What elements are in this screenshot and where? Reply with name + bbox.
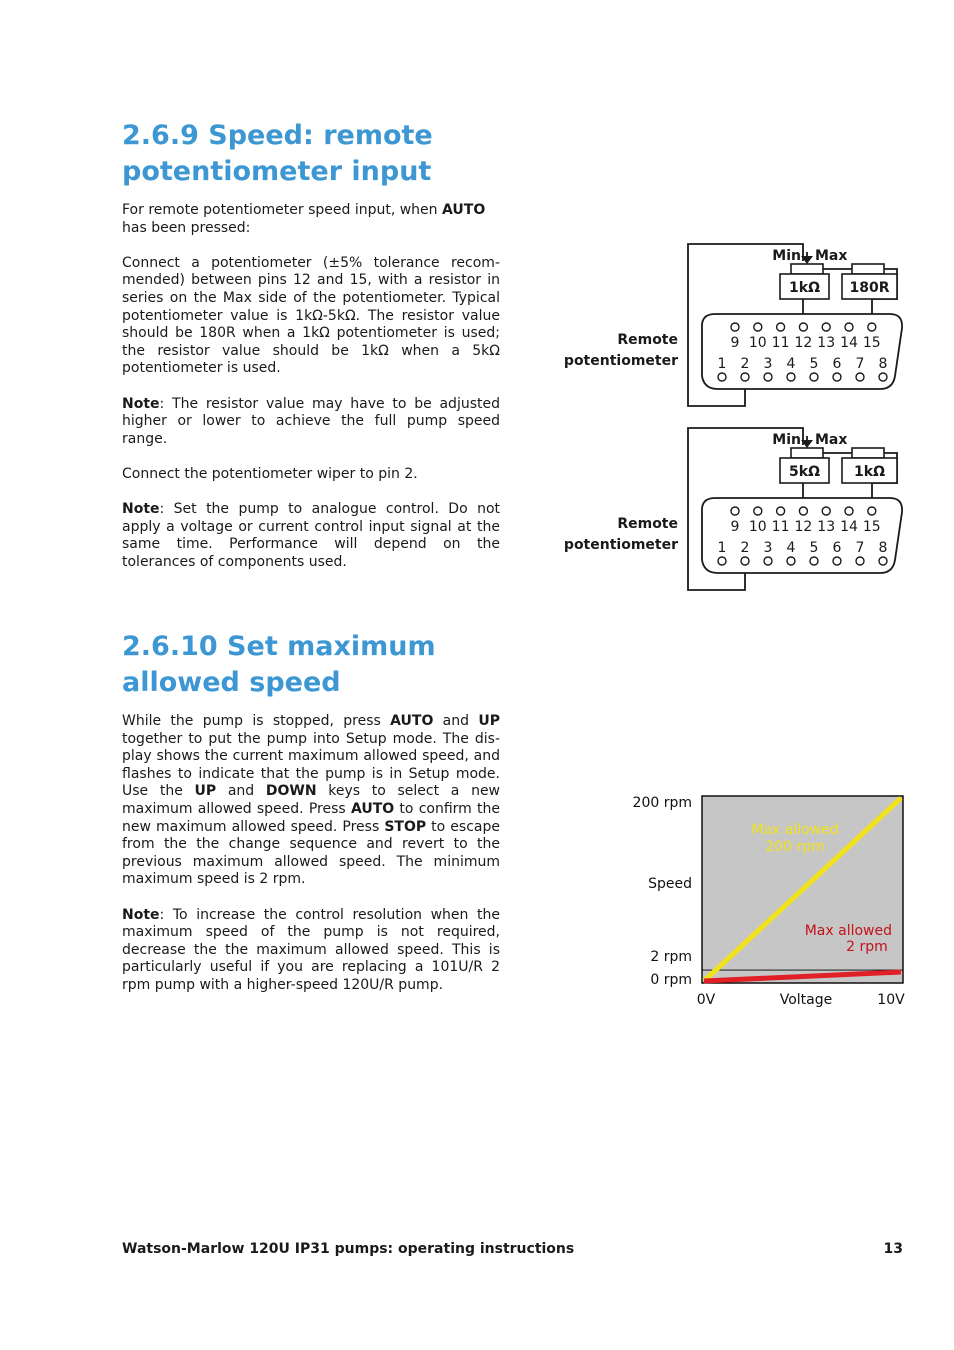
note-label: Note [122, 501, 160, 518]
pin-number: 1 [717, 540, 727, 556]
pin-hole [777, 323, 785, 331]
section-heading-speed-remote [122, 118, 433, 190]
remote-potentiometer-label: potentiometer [563, 353, 678, 369]
heading-line: allowed speed [122, 667, 341, 698]
pin-hole [799, 507, 807, 515]
paragraph: Connect a potentiometer (±5% tolerance recommended) between pins 12 and 15, with a resistor in series on the Max side of the potentiometer. Typical potentiometer value is 1kΩ-5kΩ. The resistor value should be 180R when a 1kΩ potentiometer is used; the resistor value should be 1kΩ when a 5kΩ potentiometer is used. [122, 254, 500, 377]
pin-hole [777, 507, 785, 515]
note-paragraph [122, 501, 500, 571]
series-label: 200 rpm [765, 839, 825, 855]
pin-hole [764, 557, 772, 565]
pin-hole [741, 373, 749, 381]
heading-line: 2.6.10 Set maximum [122, 631, 436, 662]
pin-hole [754, 507, 762, 515]
page-number: 13 [883, 1241, 903, 1257]
pin-number: 4 [786, 356, 796, 372]
pin-number: 13 [817, 519, 836, 535]
pin-hole [822, 507, 830, 515]
pin-hole [731, 323, 739, 331]
text: For remote potentiometer speed input, when [122, 202, 442, 218]
heading-line: potentiometer input [122, 156, 432, 187]
pin-number: 10 [748, 519, 767, 535]
paragraph: While the pump is stopped, press AUTO and UP together to put the pump into Setup mode. The display shows the current maximum allowed speed, and flashes to indicate that the pump is in Setup mode. Use the UP and DOWN keys to select a new maximum allowed speed. Press AUTO to confirm the new maximum allowed speed. Press STOP to escape from the the change sequence and revert to the previous maximum allowed speed. The minimum maximum speed is 2 rpm. [122, 713, 501, 888]
pot-value-label: 1kΩ [789, 280, 820, 296]
note-paragraph [122, 396, 500, 449]
y-tick-label: 0 rpm [650, 972, 692, 988]
remote-potentiometer-label: Remote [617, 516, 678, 532]
section-body-max-speed [122, 713, 500, 1012]
pin-number: 3 [763, 540, 773, 556]
pin-number: 11 [771, 519, 790, 535]
y-tick-label: 200 rpm [632, 795, 692, 811]
pin-hole [856, 373, 864, 381]
paragraph: Connect the potentiometer wiper to pin 2. [122, 465, 418, 482]
y-tick-label: 2 rpm [650, 949, 692, 965]
section-heading-max-speed [122, 629, 436, 701]
pin-hole [833, 373, 841, 381]
pin-number: 8 [878, 356, 888, 372]
pin-number: 1 [717, 356, 727, 372]
pin-hole [868, 323, 876, 331]
pin-hole [741, 557, 749, 565]
text: : The resistor value may have to be adjusted higher or lower to achieve the full pump speed range. [122, 395, 500, 447]
section-body-speed-remote [122, 202, 500, 589]
x-tick-label: 0V [696, 992, 716, 1008]
pot-value-label: 5kΩ [789, 464, 820, 480]
note-paragraph [122, 907, 500, 995]
min-label: Min [772, 248, 801, 264]
text: has been pressed: [122, 219, 251, 236]
pin-hole [787, 373, 795, 381]
pin-number: 5 [809, 540, 819, 556]
pin-number: 9 [730, 519, 740, 535]
text: : To increase the control resolution when the maximum speed of the pump is not required, decrease the the maximum allowed speed. This is particularly useful if you are replacing a 101U/R 2 rpm pump with a higher-speed 120U/R pump. [122, 906, 500, 993]
resistor-symbol [852, 264, 884, 274]
key-label: DOWN [265, 783, 317, 800]
max-label: Max [815, 248, 848, 264]
pin-hole [764, 373, 772, 381]
pin-number: 10 [748, 335, 767, 351]
pin-hole [856, 557, 864, 565]
series-label: Max allowed [804, 923, 892, 939]
remote-potentiometer-label: potentiometer [563, 537, 678, 553]
pin-hole [754, 323, 762, 331]
wiring-diagrams [555, 238, 915, 598]
paragraph [122, 202, 500, 237]
pin-hole [833, 557, 841, 565]
pin-hole [879, 373, 887, 381]
pin-number: 2 [740, 540, 750, 556]
pin-hole [845, 507, 853, 515]
pin-number: 4 [786, 540, 796, 556]
pin-number: 7 [855, 540, 865, 556]
pin-hole [879, 557, 887, 565]
pin-number: 6 [832, 540, 842, 556]
pin-hole [810, 373, 818, 381]
pin-number: 12 [794, 335, 813, 351]
pin-hole [718, 373, 726, 381]
pin-number: 12 [794, 519, 813, 535]
pin-hole [868, 507, 876, 515]
pin-hole [787, 557, 795, 565]
note-label: Note [122, 395, 160, 412]
x-axis-label: Voltage [779, 992, 833, 1008]
series-label: 2 rpm [846, 939, 888, 955]
key-label: AUTO [390, 713, 434, 729]
pin-number: 15 [862, 519, 881, 535]
pin-number: 7 [855, 356, 865, 372]
resistor-value-label: 180R [849, 280, 890, 296]
pin-hole [718, 557, 726, 565]
key-label: STOP [384, 818, 427, 835]
pin-number: 3 [763, 356, 773, 372]
pin-number: 2 [740, 356, 750, 372]
x-tick-label: 10V [877, 992, 905, 1008]
heading-line: 2.6.9 Speed: remote [122, 120, 433, 151]
pin-hole [731, 507, 739, 515]
wiring-diagram-1kohm [564, 244, 902, 406]
resistor-value-label: 1kΩ [854, 464, 885, 480]
pin-number: 15 [862, 335, 881, 351]
max-label: Max [815, 432, 848, 448]
potentiometer-symbol [791, 264, 823, 274]
pin-number: 9 [730, 335, 740, 351]
footer-title: Watson-Marlow 120U IP31 pumps: operating instructions [122, 1241, 575, 1257]
series-label: Max allowed [751, 822, 839, 838]
remote-potentiometer-label: Remote [617, 332, 678, 348]
key-label: AUTO [442, 202, 486, 218]
pin-number: 14 [840, 519, 858, 535]
key-label: UP [194, 783, 217, 800]
speed-voltage-chart [620, 785, 920, 1015]
resistor-symbol [852, 448, 884, 458]
pin-hole [799, 323, 807, 331]
key-label: AUTO [350, 800, 395, 817]
pin-number: 13 [817, 335, 836, 351]
note-label: Note [122, 906, 160, 923]
potentiometer-symbol [791, 448, 823, 458]
min-label: Min [772, 432, 801, 448]
pin-number: 6 [832, 356, 842, 372]
pin-hole [845, 323, 853, 331]
pin-number: 5 [809, 356, 819, 372]
pin-hole [822, 323, 830, 331]
pin-number: 11 [771, 335, 790, 351]
pin-number: 14 [840, 335, 858, 351]
y-axis-label: Speed [648, 876, 692, 892]
pin-hole [810, 557, 818, 565]
pin-number: 8 [878, 540, 888, 556]
wiring-diagram-5kohm [564, 428, 902, 590]
key-label: UP [478, 713, 500, 729]
text: : Set the pump to analogue control. Do not apply a voltage or current control input signal at the same time. Performance will depend on the tolerances of components used. [122, 501, 500, 570]
